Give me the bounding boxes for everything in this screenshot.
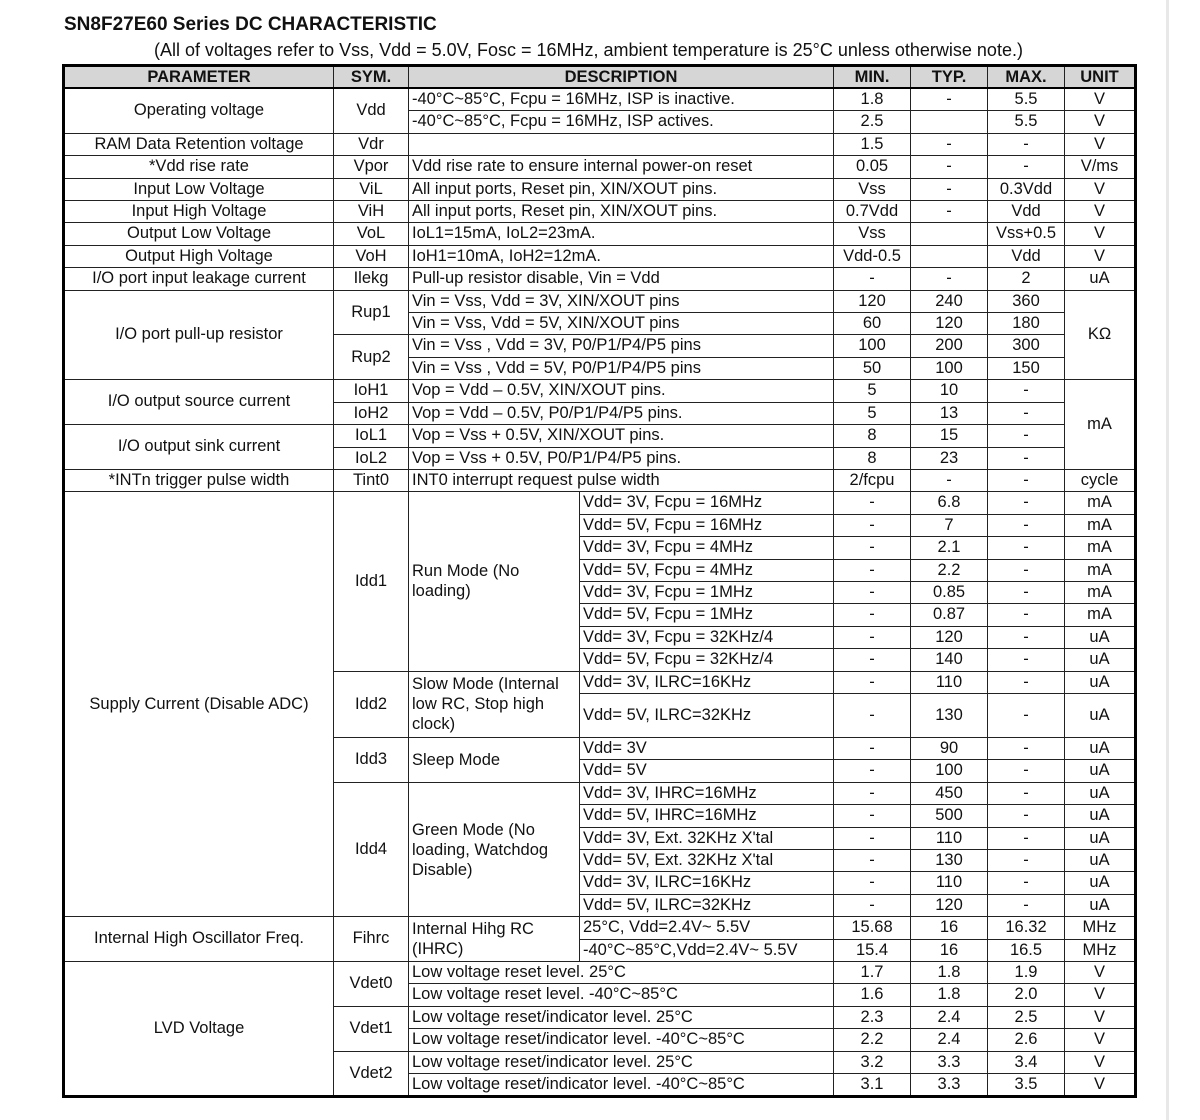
unit-cell: V [1065,201,1136,223]
typ-cell: - [911,201,988,223]
max-cell: - [988,380,1065,402]
symbol-cell: Rup2 [334,335,409,380]
description-cell: Low voltage reset/indicator level. 25°C [409,1006,834,1028]
unit-cell: V/ms [1065,156,1136,178]
max-cell: 360 [988,290,1065,312]
typ-cell: 23 [911,447,988,469]
min-cell: - [834,760,911,782]
table-row [64,917,1136,939]
typ-cell: 120 [911,626,988,648]
min-cell: 2.3 [834,1006,911,1028]
typ-cell: - [911,133,988,155]
condition-cell: Vdd= 5V, Fcpu = 32KHz/4 [580,649,834,671]
typ-cell: 130 [911,693,988,737]
unit-cell: MHz [1065,917,1136,939]
description-cell: Vop = Vss + 0.5V, XIN/XOUT pins. [409,425,834,447]
header-min: MIN. [834,66,911,89]
typ-cell: - [911,88,988,111]
description-cell: Low voltage reset/indicator level. 25°C [409,1051,834,1073]
typ-cell: - [911,156,988,178]
description-cell: Vop = Vdd – 0.5V, XIN/XOUT pins. [409,380,834,402]
typ-cell [911,223,988,245]
max-cell: 16.5 [988,939,1065,961]
symbol-cell: Idd3 [334,737,409,782]
condition-cell: Vdd= 3V [580,737,834,759]
min-cell: - [834,782,911,804]
typ-cell: 3.3 [911,1051,988,1073]
min-cell: 100 [834,335,911,357]
max-cell: - [988,604,1065,626]
condition-cell: Vdd= 3V, Ext. 32KHz X'tal [580,827,834,849]
unit-cell: V [1065,984,1136,1006]
symbol-cell: Vdet0 [334,962,409,1007]
max-cell: 180 [988,313,1065,335]
max-cell: 1.9 [988,962,1065,984]
max-cell: 5.5 [988,111,1065,133]
min-cell: Vdd-0.5 [834,245,911,267]
max-cell: 150 [988,357,1065,379]
min-cell: - [834,604,911,626]
min-cell: 8 [834,447,911,469]
parameter-cell: Output High Voltage [64,245,334,267]
max-cell: - [988,782,1065,804]
symbol-cell: VoH [334,245,409,267]
max-cell: - [988,649,1065,671]
description-cell: Low voltage reset level. -40°C~85°C [409,984,834,1006]
condition-cell: Vdd= 3V, Fcpu = 16MHz [580,492,834,514]
typ-cell: 15 [911,425,988,447]
unit-cell: cycle [1065,469,1136,491]
typ-cell: 16 [911,939,988,961]
max-cell: - [988,402,1065,424]
typ-cell: - [911,178,988,200]
typ-cell: 110 [911,827,988,849]
min-cell: 2/fcpu [834,469,911,491]
condition-cell: Vdd= 3V, Fcpu = 1MHz [580,581,834,603]
page-edge-rule [1166,0,1169,1120]
unit-cell: mA [1065,581,1136,603]
description-cell: Vdd rise rate to ensure internal power-on reset [409,156,834,178]
typ-cell: 2.1 [911,537,988,559]
max-cell: - [988,760,1065,782]
parameter-cell: Input High Voltage [64,201,334,223]
mode-cell: Slow Mode (Internal low RC, Stop high clock) [409,671,580,737]
table-row [64,492,1136,514]
table-row [64,156,1136,178]
max-cell: 300 [988,335,1065,357]
description-cell: Vin = Vss , Vdd = 5V, P0/P1/P4/P5 pins [409,357,834,379]
max-cell: 3.4 [988,1051,1065,1073]
description-cell: Pull-up resistor disable, Vin = Vdd [409,268,834,290]
min-cell: - [834,492,911,514]
typ-cell: 10 [911,380,988,402]
min-cell: 3.2 [834,1051,911,1073]
parameter-cell: Internal High Oscillator Freq. [64,917,334,962]
description-cell: All input ports, Reset pin, XIN/XOUT pins. [409,178,834,200]
symbol-cell: Vpor [334,156,409,178]
typ-cell: 3.3 [911,1074,988,1097]
condition-cell: Vdd= 3V, ILRC=16KHz [580,872,834,894]
min-cell: 15.4 [834,939,911,961]
typ-cell: 500 [911,805,988,827]
condition-cell: Vdd= 5V [580,760,834,782]
condition-cell: Vdd= 3V, IHRC=16MHz [580,782,834,804]
max-cell: - [988,671,1065,693]
min-cell: 5 [834,402,911,424]
min-cell: - [834,559,911,581]
unit-cell: uA [1065,268,1136,290]
description-cell: Vin = Vss, Vdd = 5V, XIN/XOUT pins [409,313,834,335]
description-cell: Low voltage reset level. 25°C [409,962,834,984]
min-cell: - [834,872,911,894]
min-cell: - [834,693,911,737]
condition-cell: Vdd= 3V, Fcpu = 32KHz/4 [580,626,834,648]
min-cell: 2.5 [834,111,911,133]
typ-cell: 0.87 [911,604,988,626]
max-cell: 0.3Vdd [988,178,1065,200]
condition-cell: Vdd= 5V, Ext. 32KHz X'tal [580,850,834,872]
description-cell [409,133,834,155]
unit-cell: V [1065,1051,1136,1073]
typ-cell: - [911,268,988,290]
symbol-cell: IoL2 [334,447,409,469]
max-cell: - [988,425,1065,447]
description-cell: All input ports, Reset pin, XIN/XOUT pins. [409,201,834,223]
parameter-cell: Output Low Voltage [64,223,334,245]
parameter-cell: I/O output source current [64,380,334,425]
table-row [64,380,1136,402]
symbol-cell: Idd2 [334,671,409,737]
typ-cell: 200 [911,335,988,357]
parameter-cell: *INTn trigger pulse width [64,469,334,491]
header-symbol: SYM. [334,66,409,89]
min-cell: 3.1 [834,1074,911,1097]
condition-cell: Vdd= 5V, Fcpu = 16MHz [580,514,834,536]
mode-cell: Run Mode (No loading) [409,492,580,671]
min-cell: 5 [834,380,911,402]
symbol-cell: Tint0 [334,469,409,491]
unit-cell: mA [1065,537,1136,559]
table-row [64,88,1136,111]
table-row [64,223,1136,245]
symbol-cell: Vdet1 [334,1006,409,1051]
symbol-cell: Fihrc [334,917,409,962]
unit-cell: uA [1065,760,1136,782]
typ-cell: 140 [911,649,988,671]
max-cell: - [988,469,1065,491]
max-cell: - [988,537,1065,559]
condition-cell: -40°C~85°C,Vdd=2.4V~ 5.5V [580,939,834,961]
mode-cell: Internal Hihg RC (IHRC) [409,917,580,962]
parameter-cell: I/O port input leakage current [64,268,334,290]
typ-cell: 6.8 [911,492,988,514]
table-header-row [64,66,1136,89]
header-max: MAX. [988,66,1065,89]
unit-cell: V [1065,178,1136,200]
condition-cell: Vdd= 5V, Fcpu = 4MHz [580,559,834,581]
header-description: DESCRIPTION [409,66,834,89]
unit-cell: mA [1065,514,1136,536]
unit-cell: uA [1065,737,1136,759]
unit-cell: V [1065,88,1136,111]
description-cell: Low voltage reset/indicator level. -40°C~85°C [409,1029,834,1051]
unit-cell: V [1065,245,1136,267]
typ-cell: 100 [911,357,988,379]
unit-cell: V [1065,133,1136,155]
unit-cell: V [1065,962,1136,984]
min-cell: 0.7Vdd [834,201,911,223]
typ-cell: 2.4 [911,1029,988,1051]
description-cell: IoH1=10mA, IoH2=12mA. [409,245,834,267]
min-cell: - [834,894,911,916]
parameter-cell: Operating voltage [64,88,334,133]
max-cell: 16.32 [988,917,1065,939]
max-cell: - [988,872,1065,894]
unit-cell: V [1065,1006,1136,1028]
typ-cell: 100 [911,760,988,782]
min-cell: - [834,805,911,827]
table-row [64,201,1136,223]
header-typ: TYP. [911,66,988,89]
unit-cell: uA [1065,872,1136,894]
max-cell: 5.5 [988,88,1065,111]
typ-cell: 90 [911,737,988,759]
symbol-cell: IoL1 [334,425,409,447]
typ-cell: 240 [911,290,988,312]
unit-cell: mA [1065,492,1136,514]
max-cell: - [988,850,1065,872]
max-cell: 2 [988,268,1065,290]
typ-cell: 450 [911,782,988,804]
min-cell: 1.6 [834,984,911,1006]
max-cell: Vss+0.5 [988,223,1065,245]
unit-cell: KΩ [1065,290,1136,380]
parameter-cell: I/O output sink current [64,425,334,470]
parameter-cell: LVD Voltage [64,962,334,1097]
symbol-cell: VoL [334,223,409,245]
parameter-cell: Input Low Voltage [64,178,334,200]
max-cell: - [988,492,1065,514]
unit-cell: mA [1065,559,1136,581]
symbol-cell: IoH1 [334,380,409,402]
max-cell: - [988,805,1065,827]
max-cell: - [988,894,1065,916]
max-cell: 3.5 [988,1074,1065,1097]
description-cell: Vop = Vdd – 0.5V, P0/P1/P4/P5 pins. [409,402,834,424]
min-cell: - [834,268,911,290]
typ-cell: 1.8 [911,984,988,1006]
max-cell: Vdd [988,201,1065,223]
min-cell: - [834,850,911,872]
condition-cell: Vdd= 5V, IHRC=16MHz [580,805,834,827]
header-parameter: PARAMETER [64,66,334,89]
condition-cell: Vdd= 5V, Fcpu = 1MHz [580,604,834,626]
typ-cell: - [911,469,988,491]
mode-cell: Sleep Mode [409,737,580,782]
max-cell: - [988,827,1065,849]
max-cell: 2.6 [988,1029,1065,1051]
max-cell: - [988,693,1065,737]
unit-cell: uA [1065,850,1136,872]
unit-cell: uA [1065,626,1136,648]
condition-cell: Vdd= 3V, Fcpu = 4MHz [580,537,834,559]
unit-cell: uA [1065,671,1136,693]
min-cell: - [834,581,911,603]
typ-cell: 120 [911,313,988,335]
typ-cell: 7 [911,514,988,536]
unit-cell: mA [1065,380,1136,470]
symbol-cell: Idd4 [334,782,409,916]
description-cell: Vop = Vss + 0.5V, P0/P1/P4/P5 pins. [409,447,834,469]
min-cell: - [834,626,911,648]
max-cell: Vdd [988,245,1065,267]
min-cell: 120 [834,290,911,312]
min-cell: 0.05 [834,156,911,178]
parameter-cell: RAM Data Retention voltage [64,133,334,155]
symbol-cell: Ilekg [334,268,409,290]
typ-cell: 0.85 [911,581,988,603]
table-row [64,133,1136,155]
symbol-cell: ViH [334,201,409,223]
max-cell: 2.5 [988,1006,1065,1028]
typ-cell: 1.8 [911,962,988,984]
condition-cell: Vdd= 3V, ILRC=16KHz [580,671,834,693]
symbol-cell: Idd1 [334,492,409,671]
min-cell: - [834,827,911,849]
min-cell: Vss [834,178,911,200]
typ-cell [911,245,988,267]
max-cell: - [988,581,1065,603]
max-cell: - [988,737,1065,759]
unit-cell: uA [1065,649,1136,671]
symbol-cell: Vdet2 [334,1051,409,1097]
min-cell: 2.2 [834,1029,911,1051]
condition-cell: 25°C, Vdd=2.4V~ 5.5V [580,917,834,939]
table-row [64,245,1136,267]
description-cell: Low voltage reset/indicator level. -40°C~85°C [409,1074,834,1097]
min-cell: 8 [834,425,911,447]
typ-cell: 120 [911,894,988,916]
min-cell: 1.7 [834,962,911,984]
table-row [64,290,1136,312]
header-unit: UNIT [1065,66,1136,89]
parameter-cell: *Vdd rise rate [64,156,334,178]
unit-cell: V [1065,1074,1136,1097]
unit-cell: MHz [1065,939,1136,961]
max-cell: - [988,514,1065,536]
unit-cell: uA [1065,827,1136,849]
min-cell: 1.5 [834,133,911,155]
unit-cell: V [1065,1029,1136,1051]
max-cell: - [988,133,1065,155]
min-cell: - [834,649,911,671]
typ-cell: 110 [911,872,988,894]
page-title: SN8F27E60 Series DC CHARACTERISTIC [64,14,437,35]
dc-characteristic-table [62,64,1137,1098]
min-cell: 1.8 [834,88,911,111]
typ-cell: 130 [911,850,988,872]
symbol-cell: Vdr [334,133,409,155]
condition-cell: Vdd= 5V, ILRC=32KHz [580,693,834,737]
symbol-cell: ViL [334,178,409,200]
typ-cell: 2.4 [911,1006,988,1028]
condition-cell: Vdd= 5V, ILRC=32KHz [580,894,834,916]
unit-cell: uA [1065,693,1136,737]
unit-cell: uA [1065,782,1136,804]
table-row [64,962,1136,984]
max-cell: - [988,156,1065,178]
min-cell: - [834,537,911,559]
typ-cell: 13 [911,402,988,424]
parameter-cell: Supply Current (Disable ADC) [64,492,334,917]
symbol-cell: Rup1 [334,290,409,335]
min-cell: 15.68 [834,917,911,939]
parameter-cell: I/O port pull-up resistor [64,290,334,380]
symbol-cell: Vdd [334,88,409,133]
table-row [64,425,1136,447]
min-cell: - [834,671,911,693]
unit-cell: V [1065,111,1136,133]
min-cell: - [834,514,911,536]
table-row [64,178,1136,200]
description-cell: INT0 interrupt request pulse width [409,469,834,491]
min-cell: Vss [834,223,911,245]
max-cell: 2.0 [988,984,1065,1006]
max-cell: - [988,447,1065,469]
table-row [64,268,1136,290]
unit-cell: uA [1065,805,1136,827]
typ-cell: 2.2 [911,559,988,581]
description-cell: Vin = Vss, Vdd = 3V, XIN/XOUT pins [409,290,834,312]
min-cell: - [834,737,911,759]
description-cell: -40°C~85°C, Fcpu = 16MHz, ISP actives. [409,111,834,133]
typ-cell: 110 [911,671,988,693]
typ-cell [911,111,988,133]
page-subtitle: (All of voltages refer to Vss, Vdd = 5.0V, Fosc = 16MHz, ambient temperature is 25°C unless otherwise note.) [154,40,1023,60]
unit-cell: V [1065,223,1136,245]
table-row [64,469,1136,491]
max-cell: - [988,559,1065,581]
mode-cell: Green Mode (No loading, Watchdog Disable) [409,782,580,916]
description-cell: -40°C~85°C, Fcpu = 16MHz, ISP is inactive. [409,88,834,111]
unit-cell: uA [1065,894,1136,916]
symbol-cell: IoH2 [334,402,409,424]
description-cell: Vin = Vss , Vdd = 3V, P0/P1/P4/P5 pins [409,335,834,357]
description-cell: IoL1=15mA, IoL2=23mA. [409,223,834,245]
min-cell: 60 [834,313,911,335]
min-cell: 50 [834,357,911,379]
typ-cell: 16 [911,917,988,939]
unit-cell: mA [1065,604,1136,626]
max-cell: - [988,626,1065,648]
